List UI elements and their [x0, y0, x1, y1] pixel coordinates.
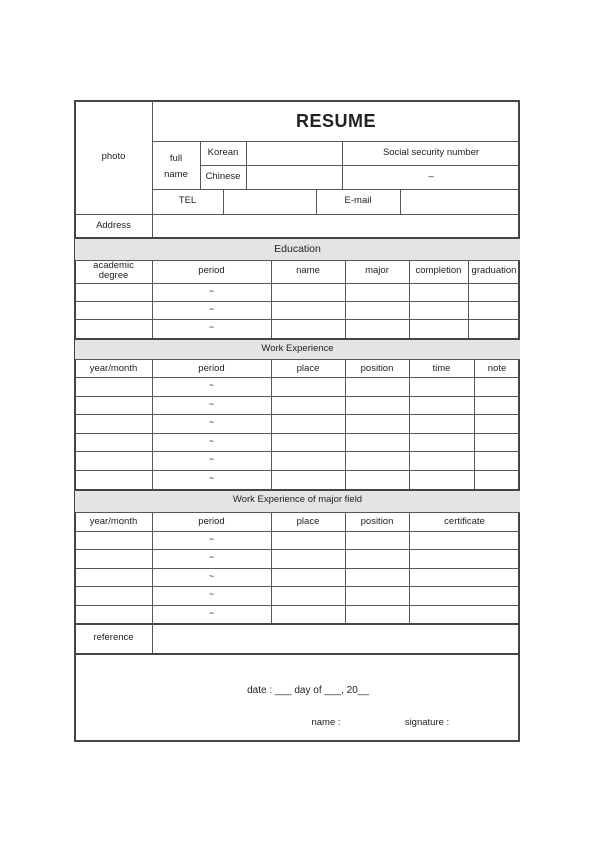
address-label: Address	[96, 220, 131, 231]
address-field[interactable]	[153, 215, 520, 237]
edu-col-completion: completion	[415, 265, 462, 276]
ssn-label: Social security number	[382, 147, 480, 158]
work-period-tilde: ~	[208, 473, 215, 483]
major-period-tilde: ~	[208, 589, 215, 599]
reference-label: reference	[93, 632, 134, 643]
korean-label: Korean	[207, 147, 239, 158]
edu-col-degree: academic degree	[93, 260, 134, 282]
work-period-tilde: ~	[208, 454, 215, 464]
photo-label: photo	[101, 151, 126, 162]
edu-period-tilde: ~	[208, 286, 215, 296]
work-col-time: time	[432, 363, 451, 374]
edu-period-tilde: ~	[208, 322, 215, 332]
ssn-separator: –	[428, 171, 434, 182]
chinese-label: Chinese	[205, 171, 241, 182]
work-period-tilde: ~	[208, 399, 215, 409]
major-period-tilde: ~	[208, 608, 215, 618]
major-period-tilde: ~	[208, 552, 215, 562]
edu-col-period: period	[198, 265, 225, 276]
major-col-yearmonth: year/month	[89, 516, 138, 527]
edu-col-graduation: graduation	[471, 265, 517, 276]
name-label: name :	[311, 717, 341, 728]
full-name-label: full name	[164, 153, 188, 181]
edu-col-name: name	[296, 265, 320, 276]
work-col-yearmonth: year/month	[89, 363, 138, 374]
resume-title: RESUME	[295, 111, 376, 131]
date-line: date : ___ day of ___, 20__	[247, 685, 369, 696]
work-col-place: place	[296, 363, 320, 374]
major-work-heading: Work Experience of major field	[232, 494, 363, 505]
major-col-certificate: certificate	[444, 516, 485, 527]
work-heading: Work Experience	[261, 343, 334, 354]
tel-field[interactable]	[224, 190, 316, 214]
work-col-position: position	[360, 363, 394, 374]
work-period-tilde: ~	[208, 436, 215, 446]
major-col-place: place	[296, 516, 320, 527]
edu-period-tilde: ~	[208, 304, 215, 314]
major-period-tilde: ~	[208, 571, 215, 581]
work-period-tilde: ~	[208, 417, 215, 427]
work-period-tilde: ~	[208, 380, 215, 390]
major-period-tilde: ~	[208, 534, 215, 544]
email-label: E-mail	[344, 195, 372, 206]
korean-name-field[interactable]	[247, 142, 342, 165]
major-col-period: period	[198, 516, 225, 527]
edu-col-major: major	[365, 265, 389, 276]
work-col-period: period	[198, 363, 225, 374]
work-col-note: note	[487, 363, 507, 374]
signature-label: signature :	[404, 717, 450, 728]
email-field[interactable]	[401, 190, 520, 214]
reference-field[interactable]	[153, 625, 520, 653]
chinese-name-field[interactable]	[247, 166, 342, 189]
major-col-position: position	[360, 516, 394, 527]
tel-label: TEL	[178, 195, 197, 206]
education-heading: Education	[274, 243, 321, 255]
